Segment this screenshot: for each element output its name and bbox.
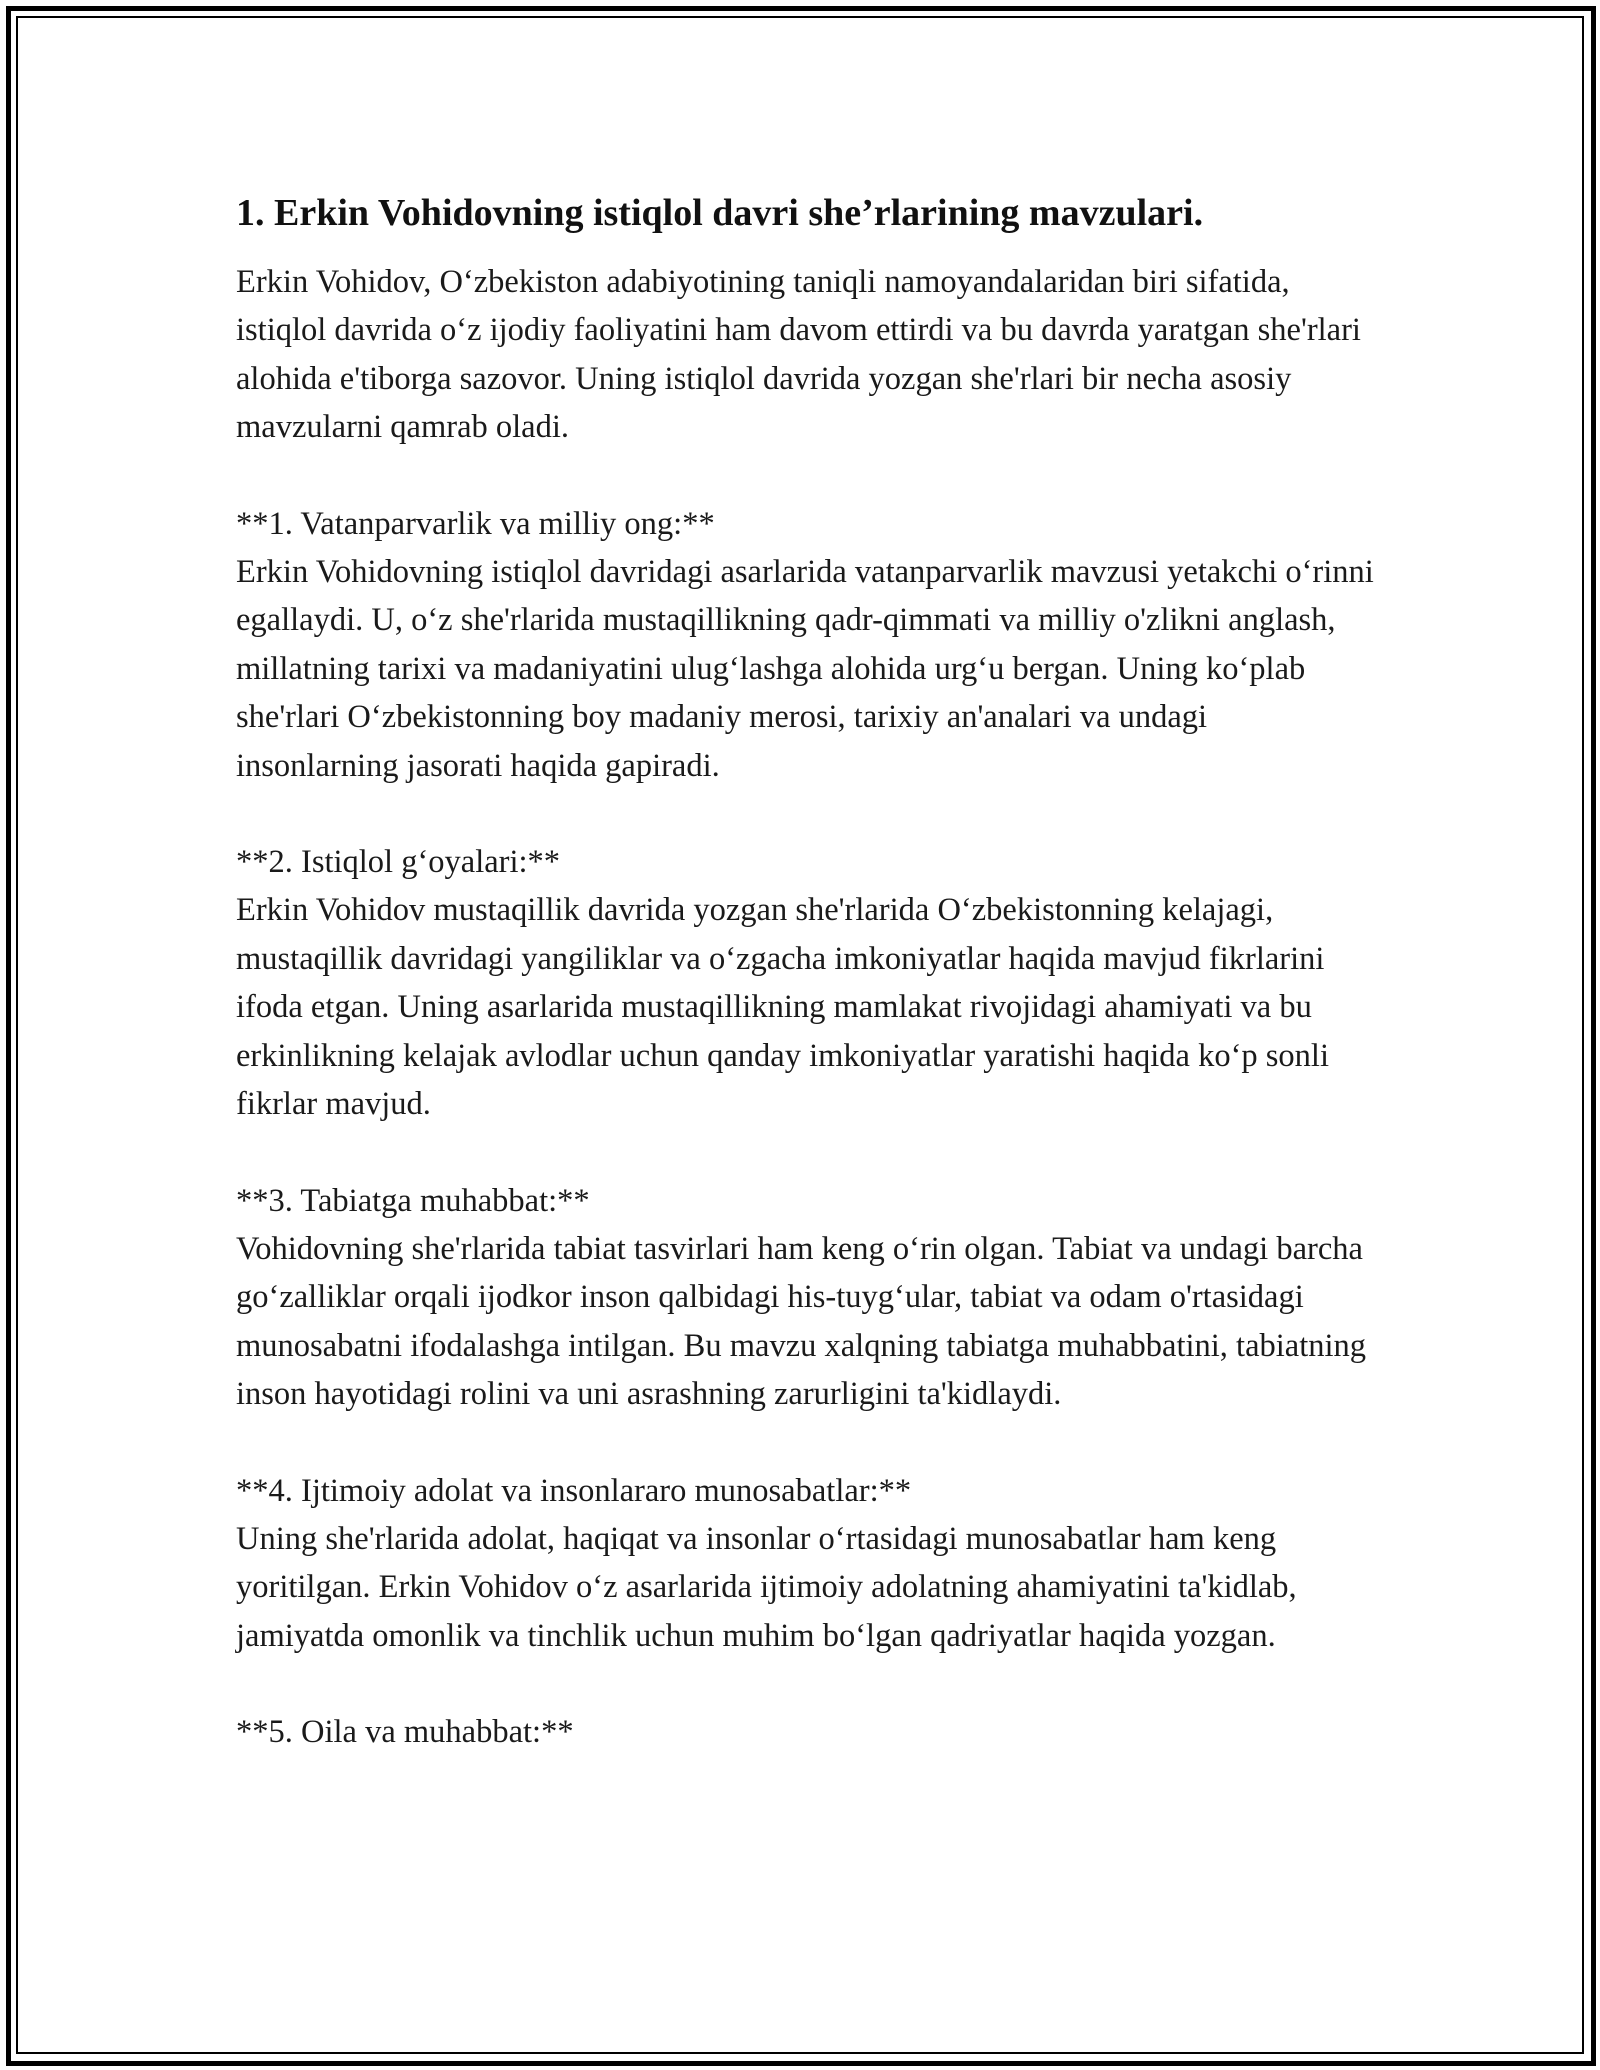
- intro-paragraph: Erkin Vohidov, O‘zbekiston adabiyotining taniqli namoyandalaridan biri sifatida, istiqlol davrida o‘z ijodiy faoliyatini ham davom ettirdi va bu davrda yaratgan she'rlari alohida e'tiborga sazovor. Uning istiqlol davrida yozgan she'rlari bir necha asosiy mavzularni qamrab oladi.: [236, 264, 1361, 446]
- section-heading: **2. Istiqlol g‘oyalari:**: [236, 844, 561, 881]
- section-body: Erkin Vohidovning istiqlol davridagi asarlarida vatanparvarlik mavzusi yetakchi o‘rinni egallaydi. U, o‘z she'rlarida mustaqillikning qadr-qimmati va milliy o'zlikni anglash, millatning tarixi va madaniyatini ulug‘lashga alohida urg‘u bergan. Uning ko‘plab she'rlari O‘zbekistonning boy madaniy merosi, tarixiy an'analari va undagi insonlarning jasorati haqida gapiradi.: [236, 554, 1374, 784]
- section-body: Uning she'rlarida adolat, haqiqat va insonlar o‘rtasidagi munosabatlar ham keng yoritilgan. Erkin Vohidov o‘z asarlarida ijtimoiy adolatning ahamiyatini ta'kidlab, jamiyatda omonlik va tinchlik uchun muhim bo‘lgan qadriyatlar haqida yozgan.: [236, 1520, 1297, 1654]
- document-content: [236, 188, 1376, 1757]
- section-heading: **4. Ijtimoiy adolat va insonlararo munosabatlar:**: [236, 1472, 912, 1509]
- section-heading: **5. Oila va muhabbat:**: [236, 1714, 574, 1751]
- section-heading: **1. Vatanparvarlik va milliy ong:**: [236, 505, 715, 542]
- section-vatanparvarlik: [236, 500, 1376, 790]
- section-body: Erkin Vohidov mustaqillik davrida yozgan she'rlarida O‘zbekistonning kelajagi, mustaqillik davridagi yangiliklar va o‘zgacha imkoniyatlar haqida mavjud fikrlarini ifoda etgan. Uning asarlarida mustaqillikning mamlakat rivojidagi ahamiyati va bu erkinlikning kelajak avlodlar uchun qanday imkoniyatlar yaratishi haqida ko‘p sonli fikrlar mavjud.: [236, 892, 1329, 1123]
- section-heading: **3. Tabiatga muhabbat:**: [236, 1182, 590, 1219]
- section-ijtimoiy-adolat: [236, 1467, 1376, 1661]
- section-istiqlol-goyalari: [236, 838, 1376, 1128]
- section-oila-va-muhabbat: [236, 1708, 1376, 1756]
- section-body: Vohidovning she'rlarida tabiat tasvirlari ham keng o‘rin olgan. Tabiat va undagi barcha go‘zalliklar orqali ijodkor inson qalbidagi his-tuyg‘ular, tabiat va odam o'rtasidagi munosabatni ifodalashga intilgan. Bu mavzu xalqning tabiatga muhabbatini, tabiatning inson hayotidagi rolini va uni asrashning zarurligini ta'kidlaydi.: [236, 1230, 1367, 1413]
- document-title: 1. Erkin Vohidovning istiqlol davri she’rlarining mavzulari.: [236, 192, 1204, 234]
- section-tabiatga-muhabbat: [236, 1177, 1376, 1419]
